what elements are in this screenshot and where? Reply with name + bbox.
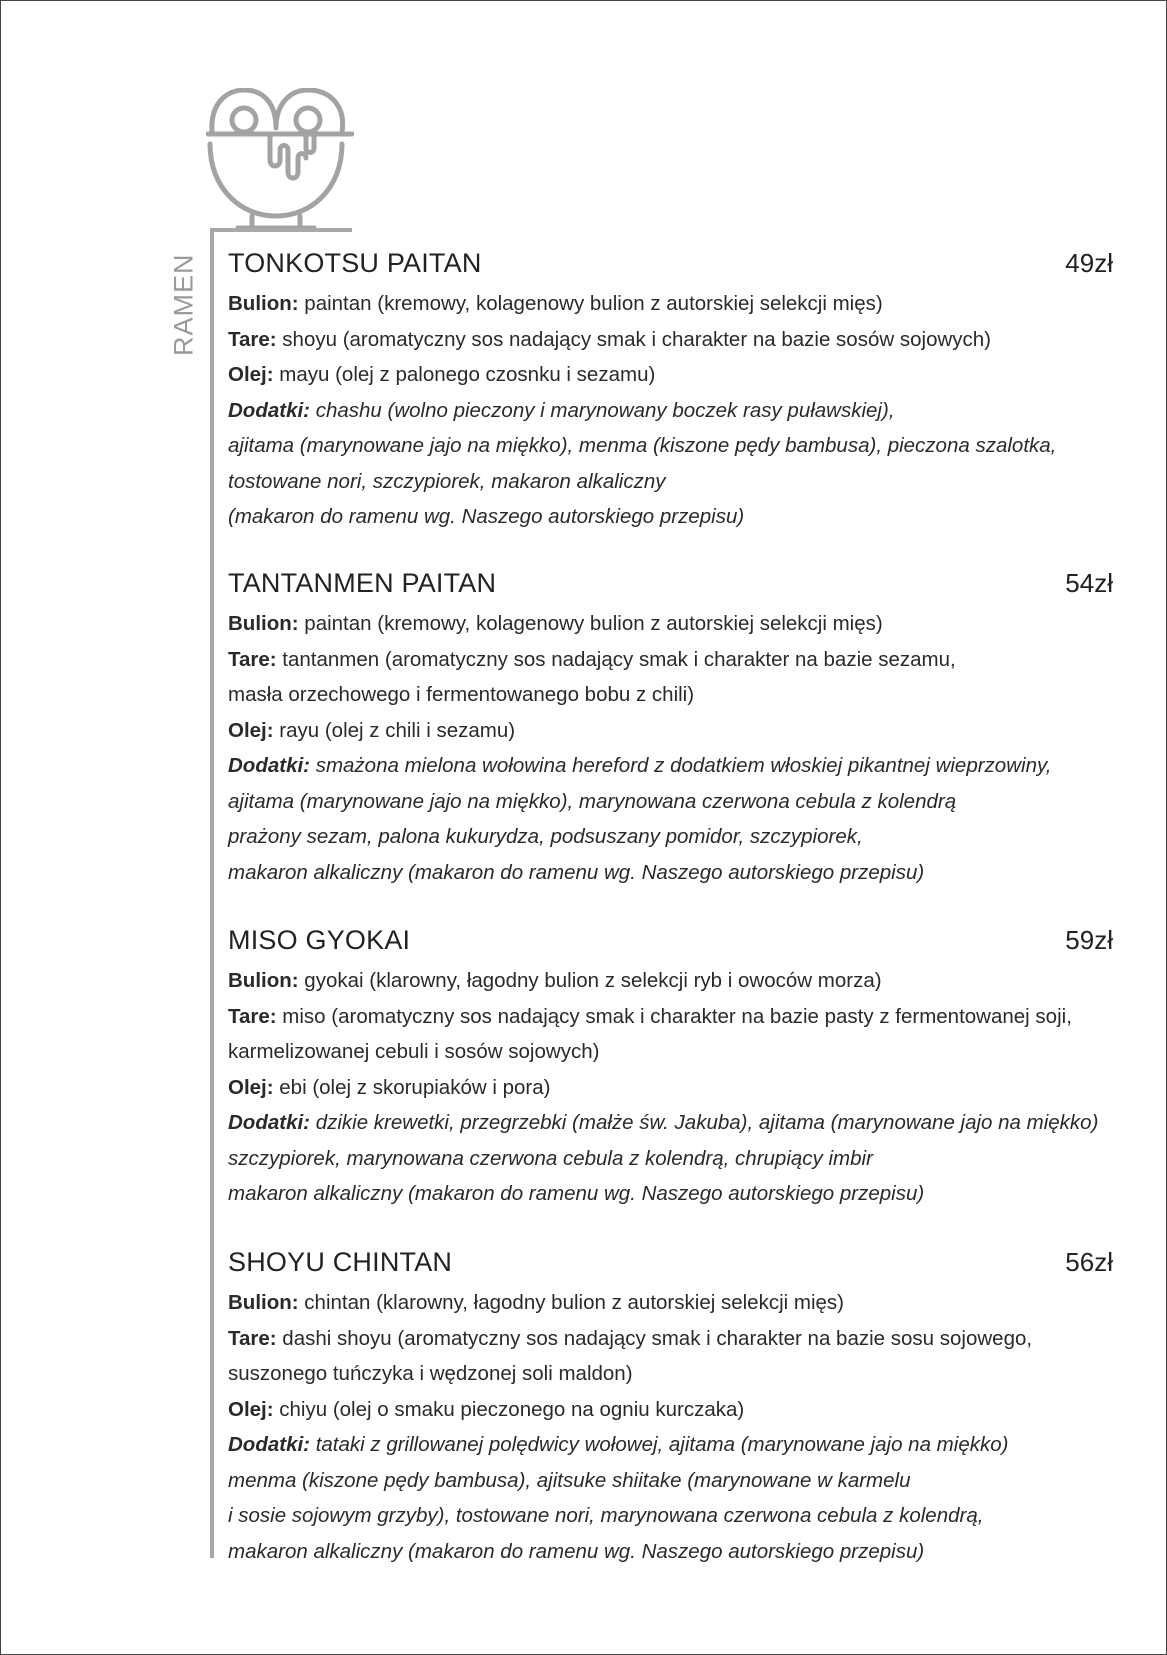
dodatki-text: makaron alkaliczny (makaron do ramenu wg. Naszego autorskiego przepisu) (228, 1182, 925, 1205)
tare-label: Tare: (228, 327, 277, 351)
olej-text: chiyu (olej o smaku pieczonego na ogniu kurczaka) (273, 1397, 745, 1421)
tare-label: Tare: (228, 1004, 277, 1028)
dodatki-text: dzikie krewetki, przegrzebki (małże św. Jakuba), ajitama (marynowane jajo na miękko) (310, 1111, 1099, 1134)
bulion-text: paintan (kremowy, kolagenowy bulion z autorskiej selekcji mięs) (298, 612, 883, 635)
item-price: 56zł (1065, 1247, 1113, 1277)
tare-text: suszonego tuńczyka i wędzonej soli maldon) (228, 1362, 633, 1385)
olej-text: ebi (olej z skorupiaków i pora) (273, 1075, 551, 1099)
olej-line (228, 1392, 1113, 1428)
item-price: 49zł (1065, 248, 1113, 278)
dodatki-text: szczypiorek, marynowana czerwona cebula z kolendrą, chrupiący imbir (228, 1146, 873, 1170)
tare-line (228, 999, 1113, 1035)
section-divider-horizontal (210, 228, 352, 232)
tare-text: miso (aromatyczny sos nadający smak i charakter na bazie pasty z fermentowanej soji, (276, 1004, 1072, 1028)
dodatki-text: i sosie sojowym grzyby), tostowane nori, marynowana czerwona cebula z kolendrą, (228, 1504, 984, 1527)
item-name: TANTANMEN PAITAN (228, 568, 497, 598)
tare-label: Tare: (228, 647, 277, 671)
bulion-line (228, 606, 1113, 642)
bulion-label: Bulion: (228, 292, 299, 315)
section-divider-vertical (210, 228, 214, 1558)
dodatki-text: tataki z grillowanej polędwicy wołowej, ajitama (marynowane jajo na miękko) (310, 1433, 1009, 1456)
dodatki-line (228, 393, 1113, 429)
tare-text: masła orzechowego i fermentowanego bobu z chili) (228, 683, 695, 706)
dodatki-line (228, 748, 1113, 784)
dodatki-text: ajitama (marynowane jajo na miękko), menma (kiszone pędy bambusa), pieczona szalotka, (228, 434, 1057, 457)
olej-text: mayu (olej z palonego czosnku i sezamu) (273, 363, 656, 386)
bulion-line (228, 963, 1113, 999)
dodatki-text: chashu (wolno pieczony i marynowany boczek rasy puławskiej), (310, 398, 895, 422)
tare-text: shoyu (aromatyczny sos nadający smak i charakter na bazie sosów sojowych) (276, 327, 991, 351)
dodatki-text: makaron alkaliczny (makaron do ramenu wg. Naszego autorskiego przepisu) (228, 860, 925, 884)
tare-line (228, 1321, 1113, 1357)
bulion-text: paintan (kremowy, kolagenowy bulion z autorskiej selekcji mięs) (298, 292, 883, 315)
tare-text: tantanmen (aromatyczny sos nadający smak i charakter na bazie sezamu, (276, 647, 956, 671)
olej-label: Olej: (228, 1397, 274, 1421)
olej-label: Olej: (228, 363, 274, 386)
item-price: 59zł (1065, 925, 1113, 955)
menu-item (228, 925, 1113, 1212)
tare-text: karmelizowanej cebuli i sosów sojowych) (228, 1040, 600, 1063)
dodatki-label: Dodatki: (228, 754, 310, 777)
tare-line (228, 642, 1113, 678)
bulion-text: gyokai (klarowny, łagodny bulion z selekcji ryb i owoców morza) (298, 969, 882, 992)
item-name: TONKOTSU PAITAN (228, 248, 482, 278)
dodatki-text: tostowane nori, szczypiorek, makaron alkaliczny (228, 469, 666, 493)
dodatki-text: smażona mielona wołowina hereford z dodatkiem włoskiej pikantnej wieprzowiny, (310, 754, 1052, 777)
dodatki-line (228, 1105, 1113, 1141)
bulion-text: chintan (klarowny, łagodny bulion z autorskiej selekcji mięs) (298, 1291, 844, 1314)
bulion-label: Bulion: (228, 969, 299, 992)
bulion-label: Bulion: (228, 612, 299, 635)
dodatki-label: Dodatki: (228, 1111, 310, 1134)
olej-line (228, 1070, 1113, 1106)
dodatki-text: ajitama (marynowane jajo na miękko), marynowana czerwona cebula z kolendrą (228, 789, 957, 813)
olej-label: Olej: (228, 1075, 274, 1099)
bulion-line (228, 1285, 1113, 1321)
item-name: SHOYU CHINTAN (228, 1247, 453, 1277)
olej-text: rayu (olej z chili i sezamu) (273, 718, 516, 742)
dodatki-text: makaron alkaliczny (makaron do ramenu wg. Naszego autorskiego przepisu) (228, 1539, 925, 1563)
menu-item (228, 1247, 1113, 1569)
dodatki-label: Dodatki: (228, 1433, 310, 1456)
tare-line (228, 322, 1113, 358)
section-label: RAMEN (168, 253, 199, 356)
dodatki-text: prażony sezam, palona kukurydza, podsuszany pomidor, szczypiorek, (228, 825, 863, 848)
item-price: 54zł (1065, 568, 1113, 598)
ramen-bowl-icon (206, 88, 354, 234)
item-name: MISO GYOKAI (228, 925, 411, 955)
dodatki-label: Dodatki: (228, 398, 310, 422)
tare-label: Tare: (228, 1326, 277, 1350)
menu-item (228, 568, 1113, 890)
bulion-line (228, 286, 1113, 322)
olej-line (228, 357, 1113, 393)
olej-label: Olej: (228, 718, 274, 742)
dodatki-text: (makaron do ramenu wg. Naszego autorskiego przepisu) (228, 505, 745, 528)
olej-line (228, 713, 1113, 749)
dodatki-text: menma (kiszone pędy bambusa), ajitsuke shiitake (marynowane w karmelu (228, 1468, 911, 1492)
menu-item (228, 248, 1113, 535)
dodatki-line (228, 1427, 1113, 1463)
tare-text: dashi shoyu (aromatyczny sos nadający smak i charakter na bazie sosu sojowego, (276, 1326, 1033, 1350)
bulion-label: Bulion: (228, 1291, 299, 1314)
